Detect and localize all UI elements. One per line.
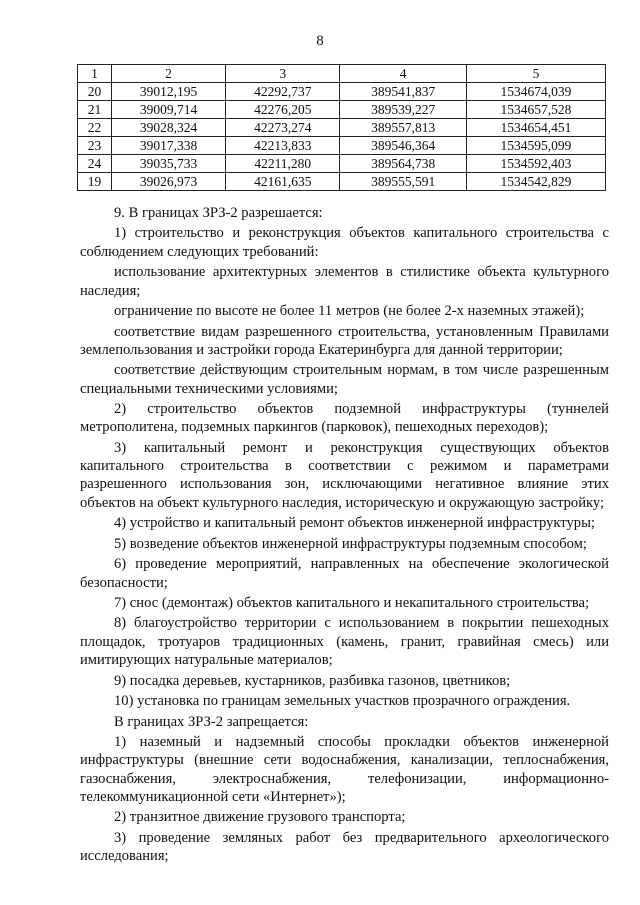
table-cell: 42211,280 <box>226 155 340 173</box>
table-cell: 42273,274 <box>226 119 340 137</box>
table-cell: 389539,227 <box>340 101 467 119</box>
table-cell: 42292,737 <box>226 83 340 101</box>
table-cell: 1534592,403 <box>466 155 605 173</box>
table-cell: 389557,813 <box>340 119 467 137</box>
paragraph: 1) строительство и реконструкция объектов капитального строительства с соблюдением следующих требований: <box>80 225 609 260</box>
table-header-cell: 4 <box>340 65 467 83</box>
table-cell: 1534542,829 <box>466 173 605 191</box>
table-row <box>78 173 606 191</box>
table-header-cell: 5 <box>466 65 605 83</box>
table-cell: 39028,324 <box>111 119 225 137</box>
table-cell: 21 <box>78 101 112 119</box>
table-cell: 39009,714 <box>111 101 225 119</box>
paragraph: В границах ЗРЗ-2 запрещается: <box>114 713 309 730</box>
table-header-cell: 3 <box>226 65 340 83</box>
paragraph: 2) транзитное движение грузового транспорта; <box>114 809 406 826</box>
paragraph: 1) наземный и надземный способы прокладки объектов инженерной инфраструктуры (внешние сети водоснабжения, канализации, теплоснабжения, газоснабжения, электроснабжения, телефонизации, информационно-телекоммуникационной сети «Интернет»); <box>80 734 609 805</box>
document-body <box>80 204 609 868</box>
table-row <box>78 137 606 155</box>
paragraph: соответствие действующим строительным нормам, в том числе разрешенным специальными техническими условиями; <box>80 362 609 397</box>
table-cell: 389555,591 <box>340 173 467 191</box>
table-cell: 39035,733 <box>111 155 225 173</box>
table-cell: 39026,973 <box>111 173 225 191</box>
table-row <box>78 155 606 173</box>
paragraph: соответствие видам разрешенного строительства, установленным Правилами землепользования и застройки города Екатеринбурга для данной территории; <box>80 323 609 358</box>
table-cell: 39017,338 <box>111 137 225 155</box>
table-cell: 22 <box>78 119 112 137</box>
table-cell: 1534595,099 <box>466 137 605 155</box>
table-cell: 389541,837 <box>340 83 467 101</box>
paragraph: 9. В границах ЗРЗ-2 разрешается: <box>114 205 323 221</box>
paragraph: использование архитектурных элементов в стилистике объекта культурного наследия; <box>80 264 609 299</box>
paragraph: 7) снос (демонтаж) объектов капитального и некапитального строительства; <box>114 595 590 611</box>
paragraph: 3) проведение земляных работ без предварительного археологического исследования; <box>80 829 609 865</box>
page-number: 8 <box>316 33 324 49</box>
paragraph: 10) установка по границам земельных участков прозрачного ограждения. <box>114 693 571 710</box>
paragraph: 9) посадка деревьев, кустарников, разбивка газонов, цветников; <box>114 672 511 689</box>
table-cell: 19 <box>78 173 112 191</box>
table-cell: 42213,833 <box>226 137 340 155</box>
table-cell: 389546,364 <box>340 137 467 155</box>
table-cell: 1534654,451 <box>466 119 605 137</box>
paragraph: 3) капитальный ремонт и реконструкция существующих объектов капитального строительства в соответствии с режимом и параметрами разрешенного использования зон, исключающими негативное влияние этих объектов на объект культурного наследия, историческую и окружающую застройку; <box>80 439 609 511</box>
table-cell: 389564,738 <box>340 155 467 173</box>
table-cell: 20 <box>78 83 112 101</box>
table-cell: 42161,635 <box>226 173 340 191</box>
paragraph: ограничение по высоте не более 11 метров (не более 2-х наземных этажей); <box>114 303 585 320</box>
table-row <box>78 101 606 119</box>
table-header-row <box>78 65 606 83</box>
table-cell: 1534657,528 <box>466 101 605 119</box>
table-header-cell: 1 <box>78 65 112 83</box>
paragraph: 4) устройство и капитальный ремонт объектов инженерной инфраструктуры; <box>114 515 595 532</box>
table-header-cell: 2 <box>111 65 225 83</box>
table-cell: 1534674,039 <box>466 83 605 101</box>
paragraph: 2) строительство объектов подземной инфраструктуры (туннелей метрополитена, подземных паркингов (парковок), пешеходных переходов); <box>80 401 609 436</box>
paragraph: 5) возведение объектов инженерной инфраструктуры подземным способом; <box>114 535 587 552</box>
table-row <box>78 83 606 101</box>
table-cell: 24 <box>78 155 112 173</box>
table-cell: 39012,195 <box>111 83 225 101</box>
table-cell: 42276,205 <box>226 101 340 119</box>
paragraph: 6) проведение мероприятий, направленных на обеспечение экологической безопасности; <box>80 556 609 591</box>
coordinates-table <box>77 64 606 191</box>
table-cell: 23 <box>78 137 112 155</box>
paragraph: 8) благоустройство территории с использованием в покрытии пешеходных площадок, тротуаров традиционных (камень, гранит, гравийная смесь) или имитирующих натуральные материалов; <box>80 615 609 669</box>
table-row <box>78 119 606 137</box>
